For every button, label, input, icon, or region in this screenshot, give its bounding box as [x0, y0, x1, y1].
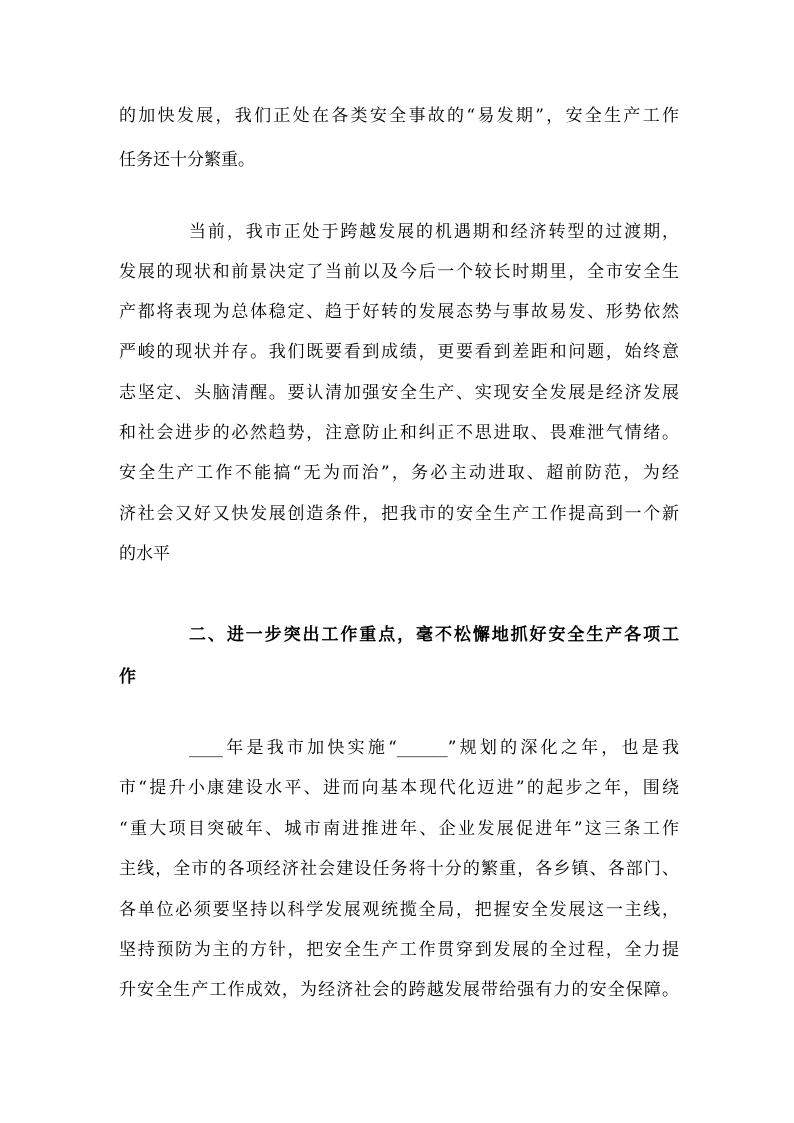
paragraph-3-line-3: “重大项目突破年、城市南进推进年、企业发展促进年”这三条工作 [119, 819, 679, 839]
paragraph-2-line-4: 严峻的现状并存。我们既要看到成绩，更要看到差距和问题，始终意 [119, 342, 679, 362]
paragraph-3-line-4: 主线，全市的各项经济社会建设任务将十分的繁重，各乡镇、各部门、 [119, 859, 679, 879]
paragraph-2-line-2: 发展的现状和前景决定了当前以及今后一个较长时期里，全市安全生 [119, 262, 679, 282]
section-heading-line-2: 作 [119, 667, 136, 687]
paragraph-2-line-5: 志坚定、头脑清醒。要认清加强安全生产、实现安全发展是经济发展 [119, 383, 679, 403]
paragraph-2-line-1: 当前，我市正处于跨越发展的机遇期和经济转型的过渡期， [189, 222, 679, 242]
paragraph-3-line-7: 升安全生产工作成效，为经济社会的跨越发展带给强有力的安全保障。 [119, 980, 679, 1000]
paragraph-3-line-5: 各单位必须要坚持以科学发展观统揽全局，把握安全发展这一主线， [119, 900, 679, 920]
paragraph-3-line-2: 市“提升小康建设水平、进而向基本现代化迈进”的起步之年，围绕 [119, 778, 679, 798]
paragraph-3-line-6: 坚持预防为主的方针，把安全生产工作贯穿到发展的全过程，全力提 [119, 940, 679, 960]
paragraph-1-line-1: 的加快发展，我们正处在各类安全事故的“易发期”，安全生产工作 [119, 106, 679, 126]
paragraph-2-line-8: 济社会又好又快发展创造条件，把我市的安全生产工作提高到一个新 [119, 504, 679, 524]
paragraph-2-line-6: 和社会进步的必然趋势，注意防止和纠正不思进取、畏难泄气情绪。 [119, 423, 679, 443]
paragraph-3-line-1: ____年是我市加快实施“______”规划的深化之年，也是我 [189, 738, 679, 758]
paragraph-2-line-3: 产都将表现为总体稳定、趋于好转的发展态势与事故易发、形势依然 [119, 302, 679, 322]
paragraph-1-line-2: 任务还十分繁重。 [119, 150, 255, 170]
section-heading-line-1: 二、进一步突出工作重点，毫不松懈地抓好安全生产各项工 [189, 625, 679, 645]
paragraph-2-line-7: 安全生产工作不能搞“无为而治”，务必主动进取、超前防范，为经 [119, 463, 679, 483]
paragraph-2-line-9: 的水平 [119, 544, 170, 564]
